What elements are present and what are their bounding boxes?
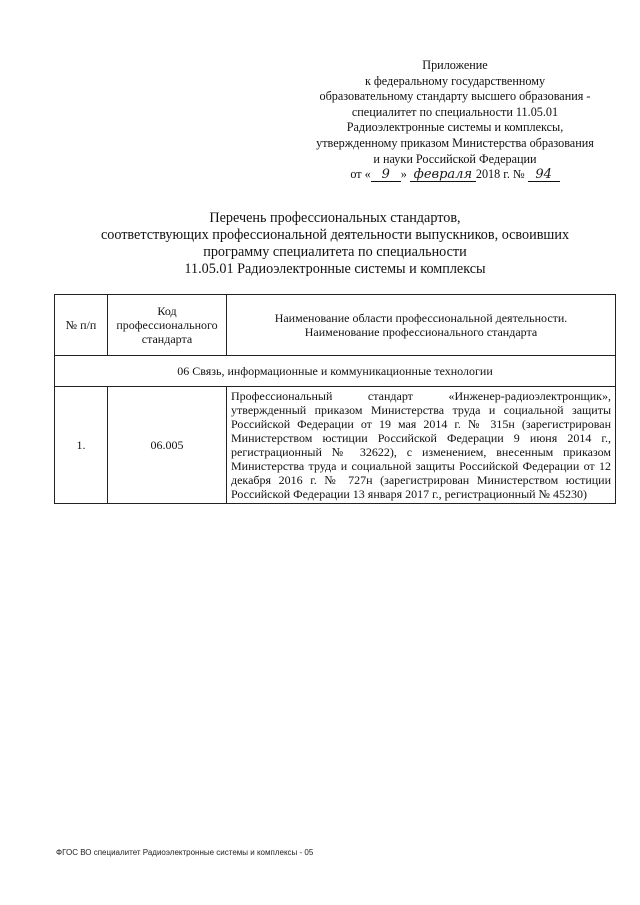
title-line: программу специалитета по специальности	[203, 244, 467, 260]
date-mid: »	[400, 167, 407, 182]
section-title: 06 Связь, информационные и коммуникационные технологии	[55, 356, 616, 387]
header-name-line2: Наименование профессионального стандарта	[304, 325, 538, 339]
handwritten-day: 9	[371, 169, 401, 182]
order-date-line	[300, 167, 610, 183]
page-footer: ФГОС ВО специалитет Радиоэлектронные системы и комплексы - 05	[56, 848, 314, 857]
handwritten-month: февраля	[410, 169, 476, 182]
header-name-line1: Наименование области профессиональной деятельности.	[274, 311, 568, 325]
title-line: Перечень профессиональных стандартов,	[209, 210, 461, 226]
title-line: соответствующих профессиональной деятельности выпускников, освоивших	[100, 227, 570, 243]
row-code: 06.005	[108, 387, 227, 504]
date-prefix: от «	[350, 167, 371, 182]
date-year: 2018 г. №	[475, 167, 525, 182]
appendix-line: образовательному стандарту высшего образования -	[319, 89, 591, 104]
handwritten-order-number: 94	[528, 169, 560, 182]
row-description: Профессиональный стандарт «Инженер-радиоэлектронщик», утвержденный приказом Министерства труда и социальной защиты Российской Федерации от 19 мая 2014 г. № 315н (зарегистрирован Министерством юстиции Российской Федерации 9 июня 2014 г., регистрационный № 32622), с изменением, внесенным приказом Министерства труда и социальной защиты Российской Федерации от 12 декабря 2016 г. № 727н (зарегистрирован Министерством юстиции Российской Федерации 13 января 2017 г., регистрационный № 45230)	[227, 387, 616, 504]
appendix-line: Радиоэлектронные системы и комплексы,	[346, 120, 564, 135]
document-title	[40, 210, 630, 278]
title-line: 11.05.01 Радиоэлектронные системы и комплексы	[184, 261, 486, 277]
appendix-line: специалитет по специальности 11.05.01	[351, 104, 559, 119]
table-header-row	[55, 295, 616, 356]
appendix-line: утвержденному приказом Министерства образования	[316, 135, 594, 150]
header-code: Код профессионального стандарта	[108, 295, 227, 356]
row-num: 1.	[55, 387, 108, 504]
table-section-row	[55, 356, 616, 387]
table-row	[55, 387, 616, 504]
standards-table	[54, 294, 616, 504]
appendix-line: Приложение	[422, 58, 488, 72]
header-num: № п/п	[55, 295, 108, 356]
appendix-line: и науки Российской Федерации	[373, 151, 537, 166]
appendix-line: к федеральному государственному	[364, 73, 546, 88]
header-name	[227, 295, 616, 356]
appendix-block	[300, 58, 610, 183]
